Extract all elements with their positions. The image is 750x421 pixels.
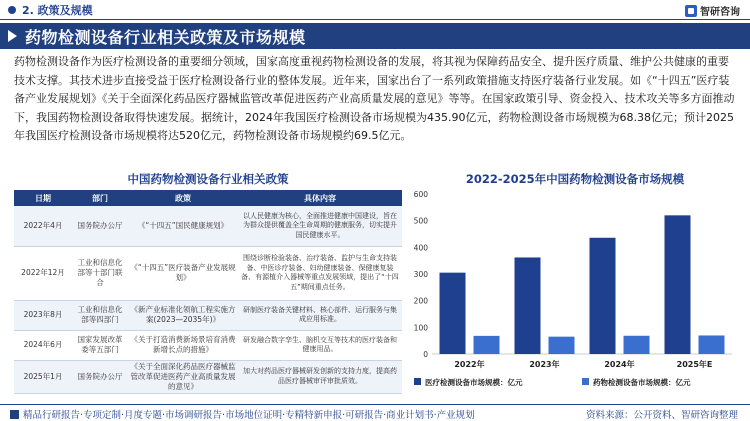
legend-label: 药物检测设备市场规模：亿元 — [593, 378, 691, 387]
footer-square-icon — [10, 410, 19, 419]
cell-dept: 工业和信息化部等十部门联合 — [72, 246, 128, 300]
table-row — [14, 330, 402, 360]
brand-logo-icon — [685, 5, 697, 17]
cell-dept: 国家发展改革委等五部门 — [72, 330, 128, 360]
cell-content: 研发融合数字孪生、脑机交互等技术的医疗装备和健康用品。 — [238, 330, 402, 360]
col-header-dept: 部门 — [72, 190, 128, 206]
cell-content: 围绕诊断检验装备、治疗装备、监护与生命支持装备、中医诊疗装备、妇幼健康装备、保健康复装备、有源植介入器械等重点发展领域，提出了“十四五”期间重点任务。 — [238, 246, 402, 300]
y-tick-label: 100 — [413, 323, 428, 333]
legend-swatch — [582, 378, 589, 385]
bar-medical-0 — [440, 273, 466, 354]
table-row — [14, 206, 402, 246]
bar-drug-1 — [549, 337, 575, 354]
y-tick-label: 600 — [413, 190, 428, 199]
bar-drug-2 — [624, 336, 650, 354]
table-header-row — [14, 190, 402, 206]
title-arrow-icon — [8, 30, 17, 42]
market-size-chart — [410, 184, 740, 402]
title-band — [0, 23, 750, 49]
bar-drug-3 — [699, 335, 725, 354]
page-title: 药物检测设备行业相关政策及市场规模 — [25, 27, 306, 47]
cell-date: 2023年8月 — [14, 300, 72, 330]
col-header-policy: 政策 — [128, 190, 238, 206]
cell-content: 加大对药品医疗器械研发创新的支持力度，提高药品医疗器械审评审批质效。 — [238, 360, 402, 393]
footer-services-text: 精品行研报告·专项定制·月度专题·市场调研报告·市场地位证明·专精特新申报·可研报告·商业计划书·产业规划 — [23, 410, 475, 421]
cell-date: 2024年6月 — [14, 330, 72, 360]
cell-date: 2022年12月 — [14, 246, 72, 300]
table-row — [14, 360, 402, 393]
x-tick-label: 2025年E — [676, 360, 713, 369]
cell-dept: 国务院办公厅 — [72, 206, 128, 246]
y-tick-label: 300 — [413, 270, 428, 279]
cell-policy: 《“十四五”国民健康规划》 — [128, 206, 238, 246]
cell-date: 2025年1月 — [14, 360, 72, 393]
policy-table — [14, 190, 402, 394]
legend-label: 医疗检测设备市场规模：亿元 — [425, 378, 523, 387]
chart-title: 2022-2025年中国药物检测设备市场规模 — [465, 172, 685, 186]
footer-services — [10, 407, 475, 421]
footer-source: 资料来源：公开资料、智研咨询整理 — [585, 410, 738, 421]
cell-policy: 《关于打造消费新场景培育消费新增长点的措施》 — [128, 330, 238, 360]
cell-policy: 《新产业标准化领航工程实施方案(2023—2035年)》 — [128, 300, 238, 330]
brand-logo — [685, 3, 740, 18]
cell-dept: 工业和信息化部等四部门 — [72, 300, 128, 330]
header-divider — [0, 19, 750, 20]
top-header — [0, 0, 750, 20]
cell-policy: 《“十四五”医疗装备产业发展规划》 — [128, 246, 238, 300]
brand-name: 智研咨询 — [700, 7, 740, 18]
y-tick-label: 200 — [413, 296, 428, 306]
bar-medical-3 — [665, 215, 691, 354]
y-tick-label: 500 — [413, 216, 428, 226]
bar-medical-2 — [590, 238, 616, 354]
col-header-date: 日期 — [14, 190, 72, 206]
cell-content: 以人民健康为核心，全面推进健康中国建设，旨在为群众提供覆盖全生命周期的健康服务，切实提升国民健康水平。 — [238, 206, 402, 246]
x-tick-label: 2023年 — [529, 360, 560, 369]
footer — [0, 404, 750, 421]
col-header-content: 具体内容 — [238, 190, 402, 206]
table-row — [14, 300, 402, 330]
bar-drug-0 — [474, 336, 500, 354]
x-tick-label: 2022年 — [454, 360, 485, 369]
x-tick-label: 2024年 — [604, 360, 635, 369]
y-tick-label: 0 — [423, 350, 428, 359]
section-dot-icon — [8, 6, 16, 14]
section-label: 2. 政策及规模 — [22, 4, 93, 17]
cell-date: 2022年4月 — [14, 206, 72, 246]
footer-divider — [0, 404, 750, 405]
policy-table-title: 中国药物检测设备行业相关政策 — [127, 172, 289, 186]
section-tag — [0, 2, 200, 18]
table-row — [14, 246, 402, 300]
bar-medical-1 — [515, 257, 541, 354]
cell-policy: 《关于全面深化药品医疗器械监管改革促进医药产业高质量发展的意见》 — [128, 360, 238, 393]
legend-swatch — [414, 378, 421, 385]
cell-content: 研制医疗装备关键材料、核心部件、运行服务与集成应用标准。 — [238, 300, 402, 330]
intro-paragraph: 药物检测设备作为医疗检测设备的重要细分领域，国家高度重视药物检测设备的发展，将其视为保障药品安全、提升医疗质量、维护公共健康的重要技术支撑。其技术进步直接受益于医疗检测设备行业的整体发展。近年来，国家出台了一系列政策措施支持医疗装备行业发展。如《“十四五”医疗装备产业发展规划》《关于全面深化药品医疗器械监管改革促进医药产业高质量发展的意见》等等。在国家政策引导、资金投入、技术攻关等多方面推动下，我国药物检测设备取得快速发展。据统计，2024年我国医疗检测设备市场规模为435.90亿元，药物检测设备市场规模为68.38亿元；预计2025年我国医疗检测设备市场规模将达520亿元，药物检测设备市场规模约69.5亿元。 — [14, 55, 735, 143]
y-tick-label: 400 — [413, 243, 428, 253]
cell-dept: 国务院办公厅 — [72, 360, 128, 393]
